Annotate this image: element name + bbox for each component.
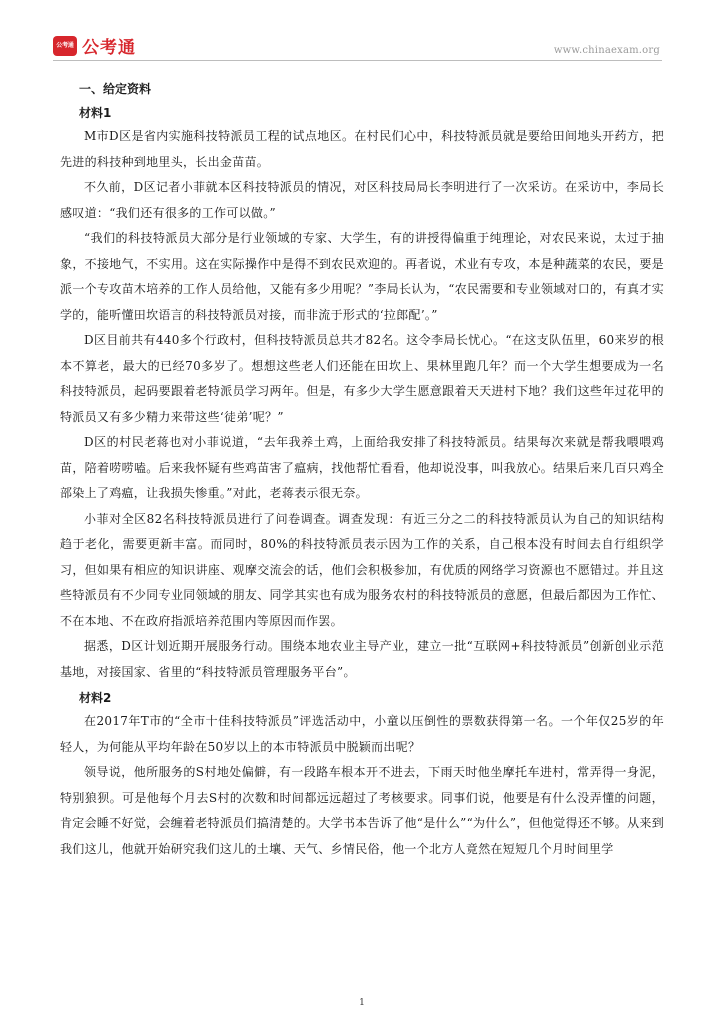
paragraph: D区目前共有440多个行政村，但科技特派员总共才82名。这令李局长忧心。“在这支队伍里，60来岁的根本不算老，最大的已经70多岁了。想想这些老人们还能在田坎上、果林里跑几年？而一个大学生想要成为一名科技特派员，起码要跟着老特派员学习两年。但是，有多少大学生愿意跟着天天进村下地？我们这些年过花甲的特派员又有多少精力来带这些‘徒弟’呢？”	[60, 333, 664, 424]
paragraph: “我们的科技特派员大部分是行业领域的专家、大学生，有的讲授得偏重于纯理论，对农民来说，太过于抽象，不接地气，不实用。这在实际操作中是得不到农民欢迎的。再者说，术业有专攻，本是种蔬菜的农民，要是派一个专攻苗木培养的工作人员给他，又能有多少用呢？”李局长认为，“农民需要和专业领域对口的，有真才实学的，能听懂田坎语言的科技特派员对接，而非流于形式的‘拉郎配’。”	[60, 231, 664, 322]
paragraph: 在2017年T市的“全市十佳科技特派员”评选活动中，小童以压倒性的票数获得第一名。一个年仅25岁的年轻人，为何能从平均年龄在50岁以上的本市特派员中脱颖而出呢？	[60, 714, 664, 754]
page-header	[0, 0, 724, 64]
logo-text: 公考通	[82, 38, 136, 58]
paragraph: 不久前，D区记者小菲就本区科技特派员的情况，对区科技局局长李明进行了一次采访。在采访中，李局长感叹道：“我们还有很多的工作可以做。”	[60, 180, 664, 220]
section-title: 一、给定资料	[79, 82, 152, 96]
material-2	[60, 687, 664, 862]
page-number: 1	[359, 998, 365, 1008]
material-title: 材料1	[79, 106, 112, 120]
paragraph: M市D区是省内实施科技特派员工程的试点地区。在村民们心中，科技特派员就是要给田间地头开药方，把先进的科技种到地里头，长出金苗苗。	[60, 129, 664, 169]
paragraph: 领导说，他所服务的S村地处偏僻，有一段路车根本开不进去，下雨天时他坐摩托车进村，常弄得一身泥，特别狼狈。可是他每个月去S村的次数和时间都远远超过了考核要求。同事们说，他要是有什么没弄懂的问题，肯定会睡不好觉，会缠着老特派员们搞清楚的。大学书本告诉了他“是什么”“为什么”，但他觉得还不够。从来到我们这儿，他就开始研究我们这儿的土壤、天气、乡情民俗，他一个北方人竟然在短短几个月时间里学	[60, 765, 664, 856]
material-1	[60, 102, 664, 685]
paragraph: D区的村民老蒋也对小菲说道，“去年我养土鸡，上面给我安排了科技特派员。结果每次来就是帮我喂喂鸡苗，陪着唠唠嗑。后来我怀疑有些鸡苗害了瘟病，找他帮忙看看，他却说没事，叫我放心。结果后来几百只鸡全部染上了鸡瘟，让我损失惨重。”对此，老蒋表示很无奈。	[60, 435, 664, 500]
material-title: 材料2	[79, 691, 112, 705]
paragraph: 据悉，D区计划近期开展服务行动。围绕本地农业主导产业，建立一批“互联网+科技特派员”创新创业示范基地，对接国家、省里的“科技特派员管理服务平台”。	[60, 639, 664, 679]
logo	[53, 33, 136, 58]
site-url: www.chinaexam.org	[553, 45, 660, 56]
document-body	[60, 78, 664, 862]
paragraph: 小菲对全区82名科技特派员进行了问卷调查。调查发现：有近三分之二的科技特派员认为自己的知识结构趋于老化，需要更新丰富。而同时，80%的科技特派员表示因为工作的关系，自己根本没有时间去自行组织学习，但如果有相应的知识讲座、观摩交流会的话，他们会积极参加，有优质的网络学习资源也不愿错过。并且这些特派员有不少同专业同领域的朋友、同学其实也有成为服务农村的科技特派员的意愿，但最后都因为工作忙、不在本地、不在政府指派培养范围内等原因而作罢。	[60, 511, 664, 628]
header-divider	[53, 60, 662, 61]
logo-badge-icon: 公考通	[53, 36, 77, 56]
